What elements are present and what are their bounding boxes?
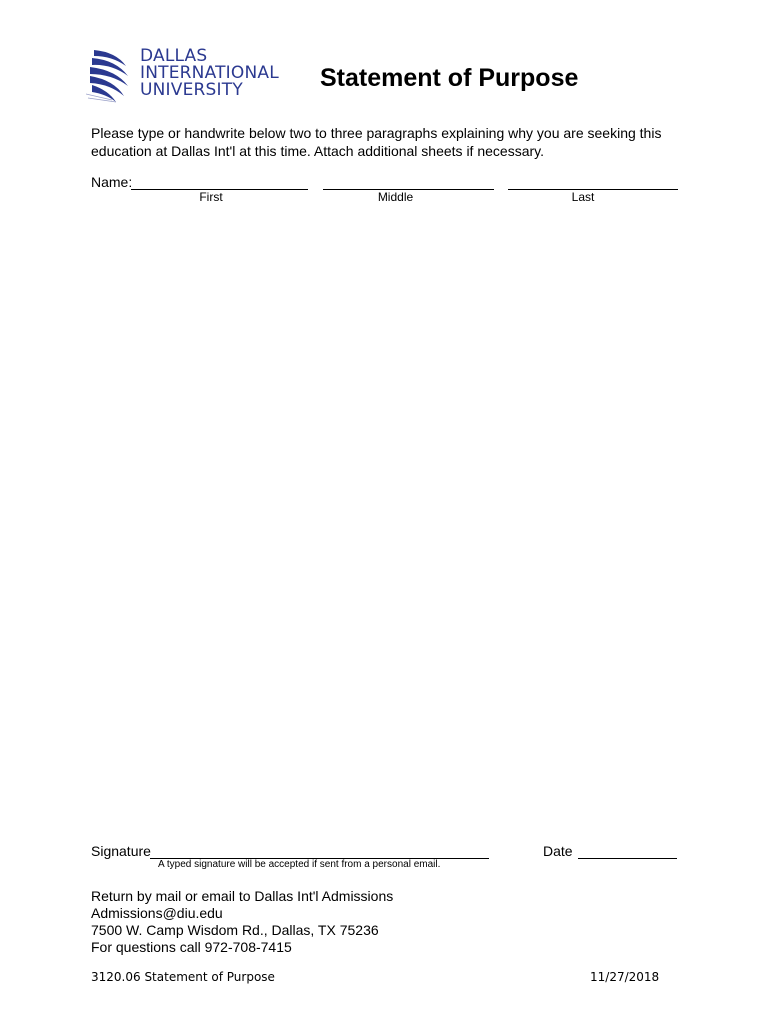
contact-block [91,888,393,956]
instructions-text: Please type or handwrite below two to three paragraphs explaining why you are seeking this education at Dallas Int'l at this time. Attach additional sheets if necessary. [91,125,662,159]
logo-swoosh-icon [86,44,132,104]
signature-note: A typed signature will be accepted if sent from a personal email. [158,859,441,870]
page-title: Statement of Purpose [320,64,579,92]
date-field[interactable] [578,844,677,859]
logo-line-dallas: DALLAS [140,46,208,66]
statement-writing-area[interactable] [91,210,678,830]
last-name-caption: Last [571,190,595,204]
signature-field[interactable] [150,844,489,859]
logo-line-international: INTERNATIONAL [140,63,279,83]
date-label: Date [543,843,573,859]
contact-return-line: Return by mail or email to Dallas Int'l Admissions [91,888,394,904]
first-name-field[interactable] [131,175,308,190]
contact-phone: For questions call 972-708-7415 [91,939,292,955]
last-name-field[interactable] [508,175,678,190]
first-name-caption: First [199,190,223,204]
signature-label: Signature [91,843,151,859]
university-logo [86,44,286,106]
logo-line-university: UNIVERSITY [140,80,243,100]
footer-date: 11/27/2018 [590,970,660,984]
middle-name-field[interactable] [323,175,494,190]
contact-address: 7500 W. Camp Wisdom Rd., Dallas, TX 75236 [91,922,379,938]
middle-name-caption: Middle [377,190,414,204]
contact-email[interactable]: Admissions@diu.edu [91,905,223,921]
footer-doc-id: 3120.06 Statement of Purpose [91,970,275,984]
logo-wordmark [140,48,279,99]
name-label: Name: [91,174,133,190]
